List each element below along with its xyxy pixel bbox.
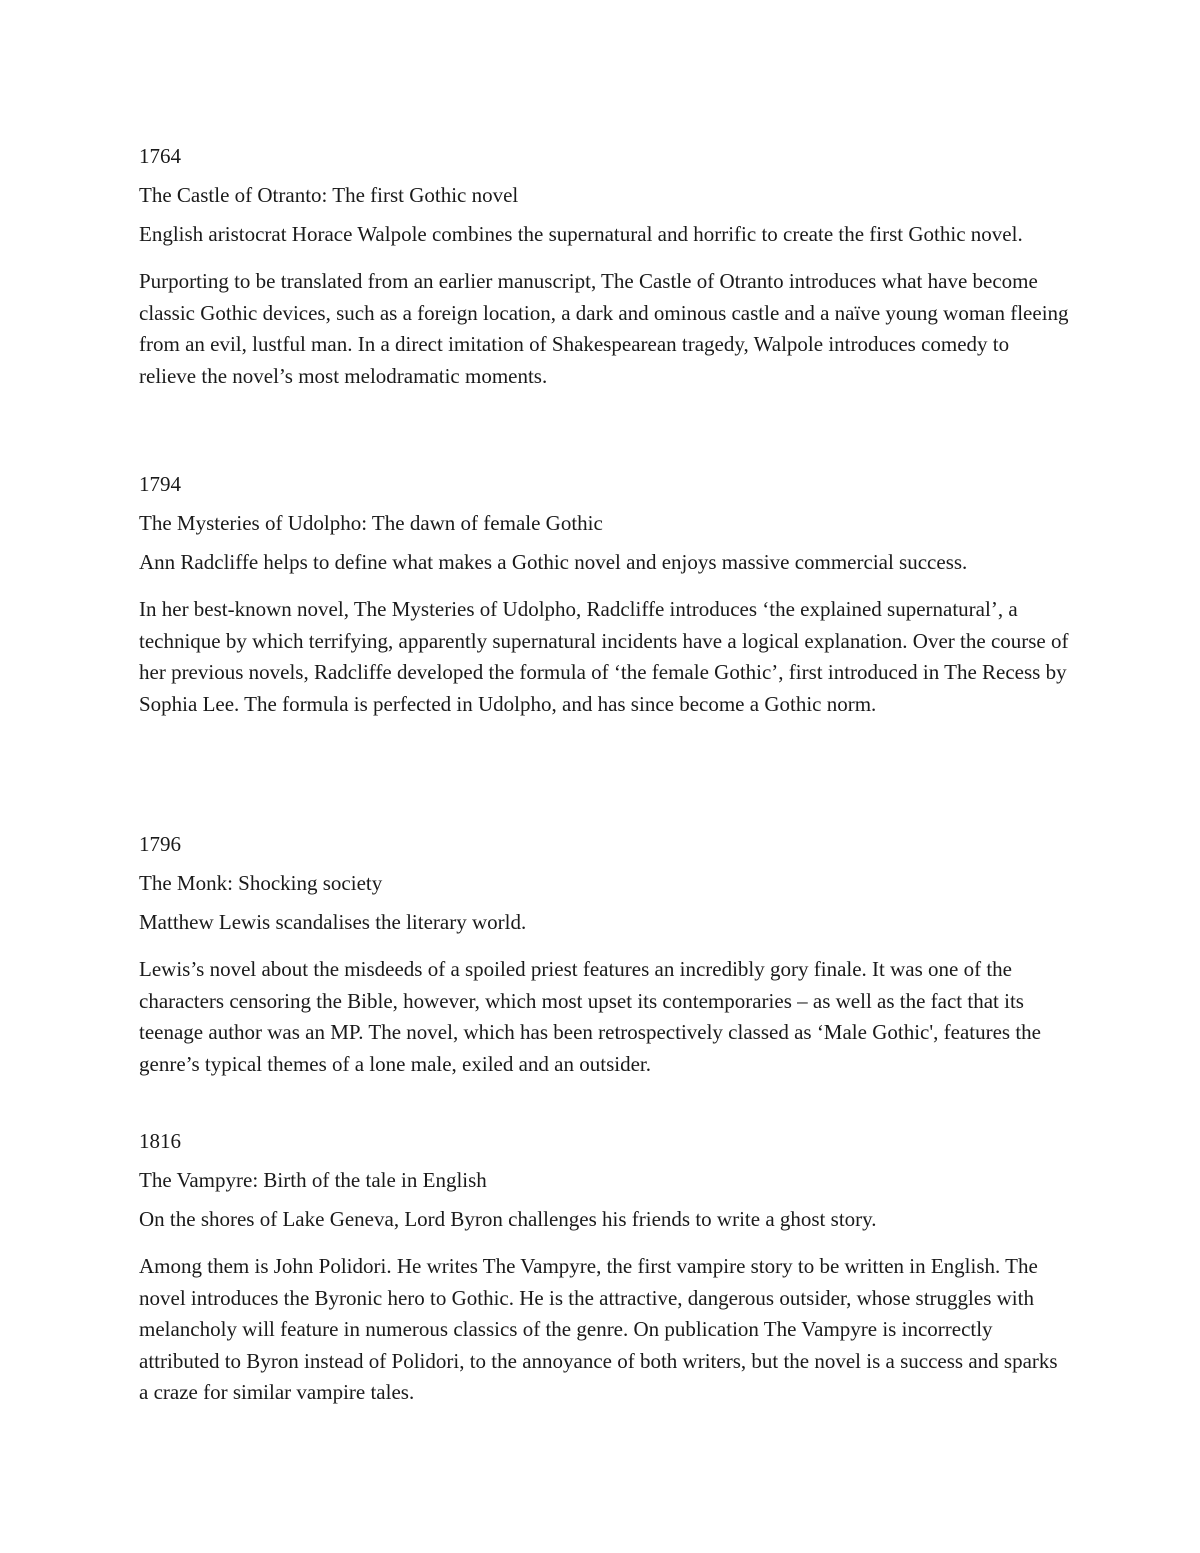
entry-summary: On the shores of Lake Geneva, Lord Byron challenges his friends to write a ghost story.	[139, 1207, 877, 1231]
entry-year: 1796	[139, 832, 181, 856]
entry-summary: English aristocrat Horace Walpole combines the supernatural and horrific to create the first Gothic novel.	[139, 222, 1023, 246]
entry-year: 1764	[139, 144, 181, 168]
entry-body: In her best-known novel, The Mysteries of Udolpho, Radcliffe introduces ‘the explained supernatural’, a technique by which terrifying, apparently supernatural incidents have a logical explanation. Over the course of her previous novels, Radcliffe developed the formula of ‘the female Gothic’, first introduced in The Recess by Sophia Lee. The formula is perfected in Udolpho, and has since become a Gothic norm.	[139, 597, 1069, 716]
entry-title: The Mysteries of Udolpho: The dawn of female Gothic	[139, 511, 603, 535]
entry-title: The Castle of Otranto: The first Gothic novel	[139, 183, 519, 207]
entry-body: Purporting to be translated from an earlier manuscript, The Castle of Otranto introduces what have become classic Gothic devices, such as a foreign location, a dark and ominous castle and a naïve young woman fleeing from an evil, lustful man. In a direct imitation of Shakespearean tragedy, Walpole introduces comedy to relieve the novel’s most melodramatic moments.	[139, 269, 1069, 388]
entry-summary: Matthew Lewis scandalises the literary world.	[139, 910, 527, 934]
entry-summary: Ann Radcliffe helps to define what makes a Gothic novel and enjoys massive commercial success.	[139, 550, 968, 574]
entry-body: Among them is John Polidori. He writes The Vampyre, the first vampire story to be written in English. The novel introduces the Byronic hero to Gothic. He is the attractive, dangerous outsider, whose struggles with melancholy will feature in numerous classics of the genre. On publication The Vampyre is incorrectly attributed to Byron instead of Polidori, to the annoyance of both writers, but the novel is a success and sparks a craze for similar vampire tales.	[139, 1254, 1058, 1404]
timeline-entry-1816	[139, 1126, 1069, 1409]
timeline-entry-1764	[139, 141, 1069, 392]
entry-title: The Vampyre: Birth of the tale in English	[139, 1168, 487, 1192]
entry-body: Lewis’s novel about the misdeeds of a spoiled priest features an incredibly gory finale. It was one of the characters censoring the Bible, however, which most upset its contemporaries – as well as the fact that its teenage author was an MP. The novel, which has been retrospectively classed as ‘Male Gothic', features the genre’s typical themes of a lone male, exiled and an outsider.	[139, 957, 1042, 1076]
entry-year: 1816	[139, 1129, 181, 1153]
entry-title: The Monk: Shocking society	[139, 871, 383, 895]
timeline-entry-1794	[139, 469, 1069, 720]
entry-year: 1794	[139, 472, 181, 496]
timeline-entry-1796	[139, 829, 1069, 1080]
